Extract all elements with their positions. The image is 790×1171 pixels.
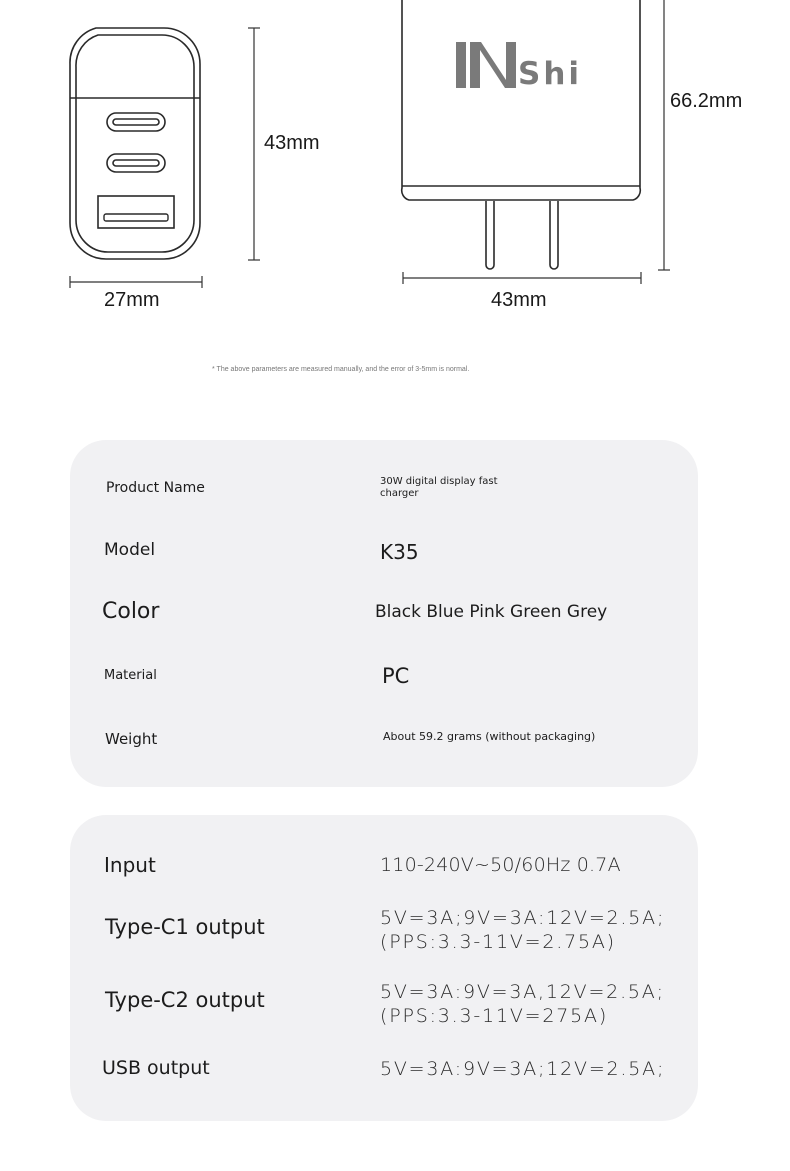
front-height-dimension-line xyxy=(654,0,674,272)
side-height-label: 43mm xyxy=(264,132,320,154)
output-value-input: 110-240V~50/60Hz 0.7A xyxy=(380,854,621,876)
spec-value-product-name: 30W digital display fast charger xyxy=(380,476,498,499)
specs-card xyxy=(70,440,698,787)
output-value-usb: 5V=3A:9V=3A;12V=2.5A; xyxy=(380,1058,666,1080)
spec-label-product-name: Product Name xyxy=(106,480,205,496)
charger-front-body xyxy=(402,0,641,200)
spec-value-material: PC xyxy=(382,664,410,688)
spec-value-weight: About 59.2 grams (without packaging) xyxy=(383,730,596,743)
logo-n-mark xyxy=(456,42,520,90)
output-value-type-c2-line2: (PPS:3.3-11V=275A) xyxy=(380,1005,609,1027)
logo-text: Shi xyxy=(518,56,583,92)
spec-value-model: K35 xyxy=(380,540,419,564)
front-width-label: 43mm xyxy=(491,289,547,311)
spec-label-color: Color xyxy=(102,599,160,624)
charger-side-body xyxy=(70,28,200,259)
side-width-label: 27mm xyxy=(104,289,160,311)
output-label-input: Input xyxy=(104,853,156,877)
output-value-type-c2-line1: 5V=3A:9V=3A,12V=2.5A; xyxy=(380,981,665,1003)
spec-value-color: Black Blue Pink Green Grey xyxy=(375,602,608,622)
plug-prong-right xyxy=(550,201,558,269)
front-height-label: 66.2mm xyxy=(670,90,743,112)
front-width-dimension-line xyxy=(401,270,643,286)
brand-logo xyxy=(456,42,590,90)
output-label-usb: USB output xyxy=(102,1057,210,1079)
measurement-note: * The above parameters are measured manually, and the error of 3-5mm is normal. xyxy=(212,366,470,373)
output-label-type-c1: Type-C1 output xyxy=(105,915,265,939)
spec-label-weight: Weight xyxy=(105,730,158,748)
side-width-dimension-line xyxy=(68,274,204,290)
plug-prong-left xyxy=(486,201,494,269)
spec-label-model: Model xyxy=(104,540,156,560)
output-value-type-c1-line2: (PPS:3.3-11V=2.75A) xyxy=(380,931,616,953)
output-specs-card xyxy=(70,815,698,1121)
side-height-dimension-line xyxy=(244,26,264,262)
type-c-port-2 xyxy=(107,154,165,172)
spec-label-material: Material xyxy=(104,668,157,683)
charger-side-diagram xyxy=(60,20,210,280)
usb-a-port xyxy=(98,196,174,228)
output-value-type-c1-line1: 5V=3A;9V=3A:12V=2.5A; xyxy=(380,907,666,929)
output-label-type-c2: Type-C2 output xyxy=(105,988,265,1012)
type-c-port-1 xyxy=(107,113,165,131)
